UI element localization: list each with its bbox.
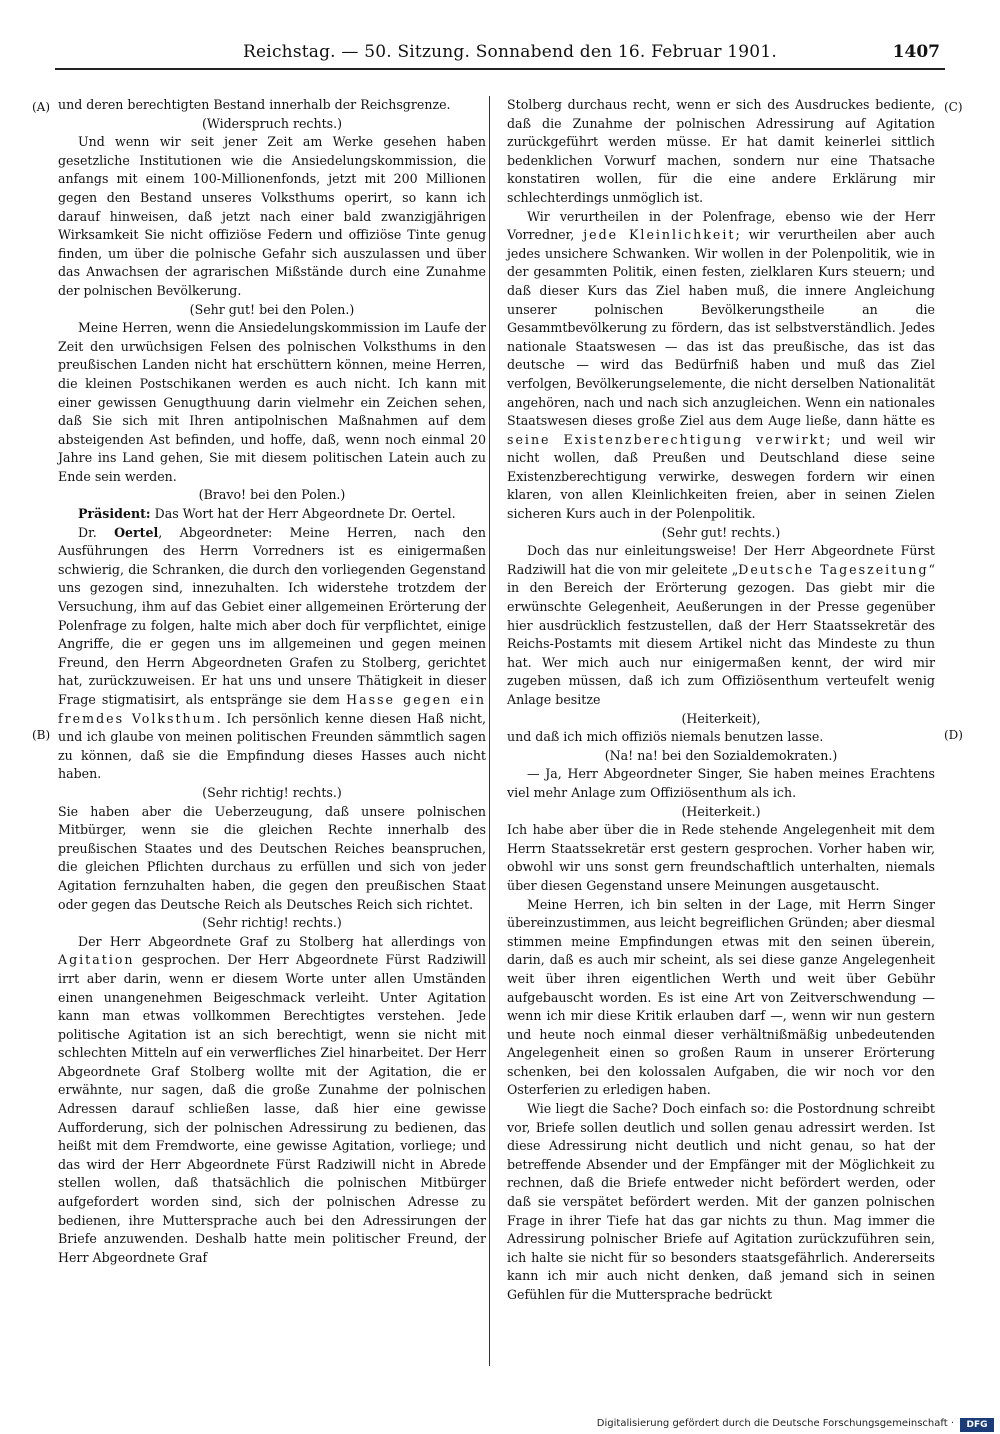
footer [560,1418,1000,1434]
paragraph: — Ja, Herr Abgeordneter Singer, Sie haben meines Erachtens viel mehr Anlage zum Offiziösenthum als ich. [507,766,935,800]
dfg-logo: DFG [960,1418,994,1432]
speaker-paragraph [58,524,486,784]
speech-text: Der Herr Abgeordnete Graf zu Stolberg hat allerdings von [78,933,486,949]
paragraph: Meine Herren, ich bin selten in der Lage, mit Herrn Singer übereinzustimmen, aus leicht begreiflichen Gründen; aber diesmal stimmen meine Empfindungen etwas mit den seinen überein, darin, daß es auch mir scheint, als sei diese ganze Angelegenheit weit über ihren eigentlichen Werth und weit über Gebühr aufgebauscht worden. Es ist eine Art von Zeitverschwendung — wenn ich mir diese Kritik erlauben darf —, wenn wir nun gestern und heute noch einmal dieser verhältnißmäßig unbedeutenden Angelegenheit einen so großen Raum in unserer Erörterung schenken, bei den kolossalen Aufgaben, die wir noch vor den Osterferien zu erledigen haben. [507,896,935,1098]
emphasized-text: Deutsche Tageszeitung [738,561,929,577]
paragraph: Und wenn wir seit jener Zeit am Werke gesehen haben gesetzliche Institutionen wie die Ansiedelungskommission, die anfangs mit einem 100-Millionenfonds, jetzt mit 200 Millionen gegen den Bestand unseres Volksthums operirt, so kann ich darauf hinweisen, daß jetzt nach einer bald zwanzigjährigen Wirksamkeit Sie nicht offiziöse Federn und offiziöse Tinte genug finden, um über die polnische Gefahr sich auszulassen und über das Anwachsen der agrarischen Mißstände durch eine Zunahme der polnischen Bevölkerung. [58,134,486,298]
speaker-name: Oertel [114,524,159,540]
margin-marker-d: (D) [944,728,963,742]
speaker-paragraph [58,505,486,524]
paragraph: und deren berechtigten Bestand innerhalb der Reichsgrenze. [58,97,451,112]
header-rule [55,68,945,70]
speech-text: Doch das nur einleitungsweise! Der Herr Abgeordnete Fürst Radziwill hat die von mir geleitete „ [507,543,935,577]
paragraph [507,208,935,524]
interjection: (Heiterkeit.) [681,803,761,819]
emphasized-text: Hasse gegen ein fremdes Volksthum [58,692,487,726]
emphasized-text: Agitation [58,952,135,968]
interjection: (Widerspruch rechts.) [201,115,343,131]
speaker-title: Dr. [78,524,115,540]
paragraph: Stolberg durchaus recht, wenn er sich des Ausdruckes bediente, daß die Zunahme der polnischen Adressirung auf Agitation zurückgeführt werden müsse. Er hat damit keinerlei sittlich bedenklichen Vorwurf machen, sondern nur eine Thatsache konstatiren wollen, für die eine andere Erklärung mir schlechterdings unmöglich ist. [507,97,935,205]
interjection: (Bravo! bei den Polen.) [198,487,346,503]
left-column [58,96,486,1267]
margin-marker-c: (C) [944,100,963,114]
emphasized-text: seine Existenzberechtigung verwirkt [507,431,827,447]
interjection: (Sehr richtig! rechts.) [202,915,342,931]
page-number: 1407 [892,42,940,62]
paragraph: Meine Herren, wenn die Ansiedelungskommission im Laufe der Zeit den urwüchsigen Felsen des polnischen Volksthums in den preußischen Landen nicht hat erschüttern können, meine Herren, die kleinen Postschikanen werden es auch nicht. Ich kann mit einer gewissen Genugthuung darin vielmehr ein Zeichen sehen, daß Sie sich mit Ihren antipolnischen Maßnahmen auf dem absteigenden Ast befinden, und hoffe, daß, wenn noch einmal 20 Jahre ins Land gehen, Sie mit diesem politischen Latein auch zu Ende sein werden. [58,320,486,484]
paragraph: Ich habe aber über die in Rede stehende Angelegenheit mit dem Herrn Staatssekretär erst gestern gesprochen. Vorher haben wir, obwohl wir uns sonst gern freundschaftlich unterhalten, niemals über diesen Gegenstand unsere Meinungen ausgetauscht. [507,822,935,893]
paragraph: Sie haben aber die Ueberzeugung, daß unsere polnischen Mitbürger, wenn sie die gleichen Rechte innerhalb des preußischen Staates und des Deutschen Reiches beanspruchen, die gleichen Pflichten durchaus zu erfüllen und sich von jeder Agitation fernzuhalten haben, die gegen den preußischen Staat oder gegen das Deutsche Reich als Deutsches Reich sich richtet. [58,803,486,912]
speech-text: Wir verurtheilen in der Polenfrage, ebenso wie der Herr Vorredner, [507,208,935,243]
paragraph [58,933,486,1268]
speech-text: Das Wort hat der Herr Abgeordnete Dr. Oertel. [150,506,456,522]
running-title: Reichstag. — 50. Sitzung. Sonnabend den 16. Februar 1901. [243,42,777,62]
page-header [0,40,1000,70]
interjection: (Sehr richtig! rechts.) [202,784,342,800]
right-column [507,96,935,1305]
interjection: (Na! na! bei den Sozialdemokraten.) [604,747,838,763]
speech-text: “ in den Bereich der Erörterung gezogen. Das giebt mir die erwünschte Gelegenheit, Aeußerungen in der Presse gegenüber hier ausdrücklich festzustellen, daß der Herr Staatssekretär des Reichs-Postamts mit diesem Artikel nicht das Mindeste zu thun hat. Wer mich auch nur einigermaßen kennt, der wird mir zugeben müssen, daß ich zum Offiziösenthum verteufelt wenig Anlage besitze [507,561,935,707]
speech-text: , Abgeordneter: Meine Herren, nach den Ausführungen des Herrn Vorredners ist es einigermaßen schwierig, die Schranken, die durch den vorliegenden Gegenstand uns gezogen sind, innezuhalten. Ich widerstehe trotzdem der Versuchung, ihm auf das Gebiet einer allgemeinen Erörterung der Polenfrage zu folgen, halte mich aber doch für verpflichtet, einige Angriffe, die er gegen uns im allgemeinen und gegen meinen Freund, den Herrn Abgeordneten Grafen zu Stolberg, gerichtet hat, zurückzuweisen. Er hat uns und unsere Thätigkeit in dieser Frage stigmatisirt, als entspränge sie dem [58,524,486,707]
paragraph: und daß ich mich offiziös niemals benutzen lasse. [507,729,824,745]
emphasized-text: jede Kleinlichkeit [583,227,736,243]
speaker-name: Präsident: [78,506,151,522]
interjection: (Sehr gut! rechts.) [661,524,781,540]
digitization-credit: Digitalisierung gefördert durch die Deutsche Forschungsgemeinschaft · [596,1418,954,1429]
speech-text: gesprochen. Der Herr Abgeordnete Fürst Radziwill irrt aber darin, wenn er diesem Worte unter allen Umständen einen unangenehmen Beigeschmack verleiht. Unter Agitation kann man etwas vollkommen Berechtigtes verstehen. Jede politische Agitation ist an sich berechtigt, wenn sie nicht mit schlechten Mitteln auf ein verwerfliches Ziel hinarbeitet. Der Herr Abgeordnete Graf Stolberg wollte mit der Agitation, die er erwähnte, nur sagen, daß die große Zunahme der polnischen Adressen darauf schließen lasse, daß hier eine gewisse Aufforderung, sich der polnischen Adressirung zu bedienen, das heißt mit dem Fremdworte, eine gewisse Agitation, vorliege; und das wird der Herr Abgeordnete Fürst Radziwill nicht in Abrede stellen wollen, daß thatsächlich die polnischen Mitbürger aufgefordert worden sind, sich der polnischen Adresse zu bedienen, ihre Muttersprache auch bei den Adressirungen der Briefe anzuwenden. Deshalb hatte mein politischer Freund, der Herr Abgeordnete Graf [58,952,486,1265]
margin-marker-b: (B) [32,728,51,742]
margin-marker-a: (A) [32,100,51,114]
column-divider [489,96,490,1366]
paragraph: Wie liegt die Sache? Doch einfach so: die Postordnung schreibt vor, Briefe sollen deutlich und sollen genau adressirt werden. Ist diese Adressirung nicht deutlich und nicht genau, so hat der betreffende Absender und der Empfänger mit der Möglichkeit zu rechnen, daß die Briefe entweder nicht befördert werden, oder daß sie verspätet befördert werden. Mit der ganzen polnischen Frage in ihrer Tiefe hat das gar nichts zu thun. Mag immer die Adressirung polnischer Briefe auf Agitation zurückzuführen sein, ich halte sie nicht für so besonders staatsgefährlich. Andererseits kann ich mir auch nicht denken, daß jemand sich in seinen Gefühlen für die Muttersprache bedrückt [507,1101,935,1302]
paragraph [507,542,935,709]
interjection: (Sehr gut! bei den Polen.) [189,301,355,317]
interjection: (Heiterkeit), [681,710,761,726]
speech-text: ; und weil wir nicht wollen, daß Preußen und Deutschland diese seine Existenzberechtigung verwirke, deswegen fordern wir einen klaren, von allen Kleinlichkeiten freien, aber in seinen Zielen sicheren Kurs auch in der Polenpolitik. [507,431,935,522]
speech-text: . Ich persönlich kenne diesen Haß nicht, und ich glaube von meinen politischen Freunden sämmtlich sagen zu können, daß sie die Empfindung dieses Hasses auch nicht haben. [58,710,486,782]
speech-text: ; wir verurtheilen aber auch jedes unsichere Schwanken. Wir wollen in der Polenpolitik, wie in der gesammten Politik, einen festen, zielklaren Kurs steuern; und daß dieser Kurs das Ziel haben muß, die innere Angleichung unserer polnischen Bevölkerungstheile an die Gesammtbevölkerung zu fördern, das ist selbstverständlich. Jedes nationale Staatswesen — das ist das preußische, das ist das deutsche — wird das Bedürfniß haben und muß das Ziel verfolgen, Bevölkerungselemente, die nicht derselben Nationalität angehören, nach und nach sich anzugleichen. Wenn ein nationales Staatswesen dieses große Ziel aus dem Auge ließe, dann hätte es [507,227,935,429]
